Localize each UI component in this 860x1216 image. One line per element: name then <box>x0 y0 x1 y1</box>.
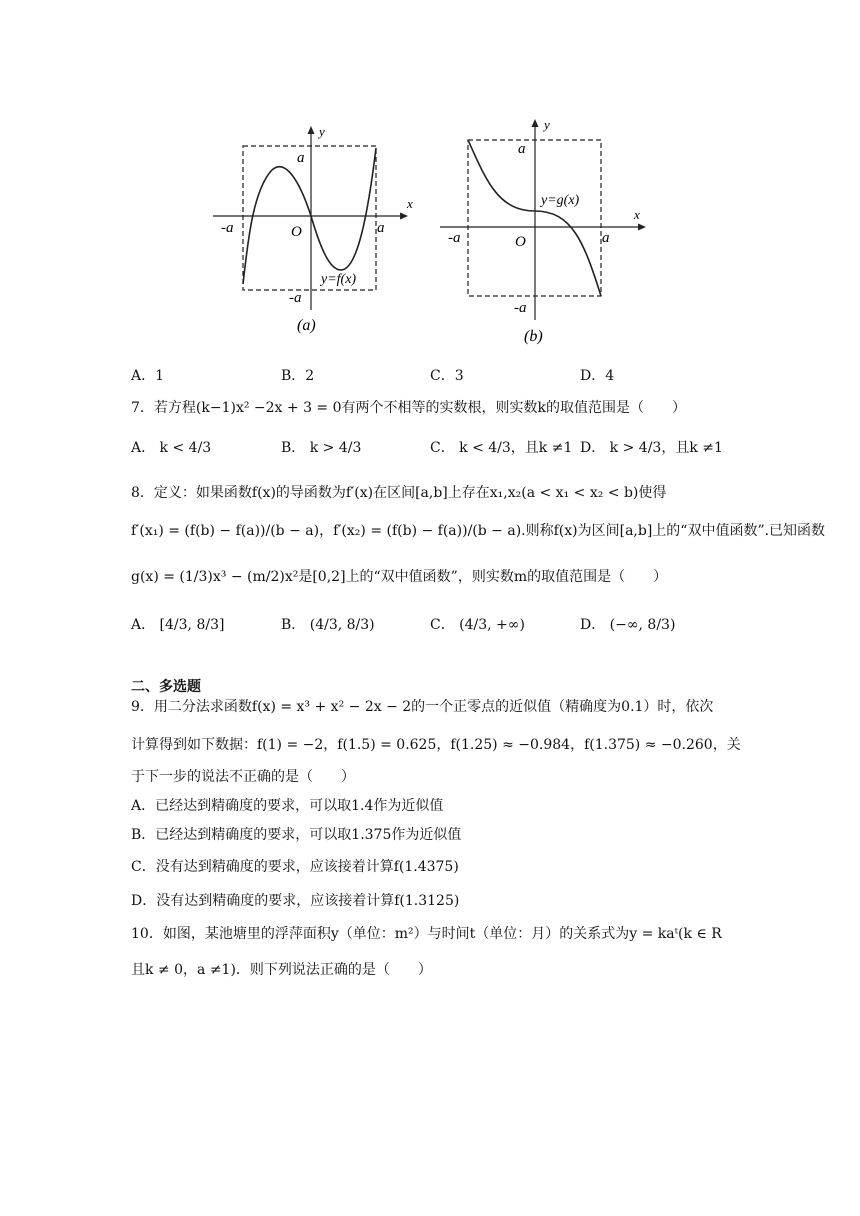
figure-b-x-arrow-icon <box>638 224 646 231</box>
q8-line-3: g(x) = (1/3)x³ − (m/2)x²是[0,2]上的“双中值函数”，则实数m的取值范围是（ ） <box>131 569 668 585</box>
q9-option-d: D．没有达到精确度的要求，应该接着计算f(1.3125) <box>131 893 460 909</box>
figure-a-x-label: x <box>407 196 413 211</box>
q6-option-a: A．1 <box>131 368 165 384</box>
figure-a-caption: (a) <box>297 317 316 334</box>
figure-a-x-arrow-icon <box>400 213 408 220</box>
figure-b-right-label: a <box>602 230 610 246</box>
figure-a <box>205 120 413 340</box>
figure-a-dashed-box <box>243 146 376 290</box>
q9-option-b: B．已经达到精确度的要求，可以取1.375作为近似值 <box>131 827 462 843</box>
q6-option-c: C．3 <box>430 368 464 384</box>
figure-b-top-label: a <box>518 141 526 157</box>
figure-a-y-arrow-icon <box>308 126 315 134</box>
figure-b-y-arrow-icon <box>532 119 539 127</box>
q8-option-b: B． (4/3, 8/3) <box>281 617 375 633</box>
figure-a-right-label: a <box>377 220 385 236</box>
figure-a-y-label: y <box>319 124 325 139</box>
q8-line-2: f′(x₁) = (f(b) − f(a))/(b − a)，f′(x₂) = (f(b) − f(a))/(b − a).则称f(x)为区间[a,b]上的“双中值函数”.已知函数 <box>131 523 826 539</box>
q9-option-a: A．已经达到精确度的要求，可以取1.4作为近似值 <box>131 798 444 814</box>
q7-option-d: D． k > 4/3，且k ≠1 <box>580 440 723 456</box>
figure-b-x-label: x <box>634 207 640 222</box>
q6-option-b: B．2 <box>281 368 315 384</box>
q9-option-c: C．没有达到精确度的要求，应该接着计算f(1.4375) <box>131 859 459 875</box>
section-heading-multi-choice: 二、多选题 <box>131 678 201 694</box>
q8-option-d: D． (−∞, 8/3) <box>580 617 676 633</box>
figure-a-origin-label: O <box>291 224 302 240</box>
figure-a-bottom-label: -a <box>289 290 302 306</box>
figure-b-origin-label: O <box>515 234 526 250</box>
q9-line-2: 计算得到如下数据：f(1) = −2，f(1.5) = 0.625，f(1.25) ≈ −0.984，f(1.375) ≈ −0.260，关 <box>131 737 741 753</box>
q8-option-a: A． [4/3, 8/3] <box>131 617 225 633</box>
q9-line-3: 于下一步的说法不正确的是（ ） <box>131 769 355 785</box>
figure-b-left-label: -a <box>448 230 461 246</box>
figure-a-top-label: a <box>297 150 305 166</box>
q10-line-1: 10．如图，某池塘里的浮萍面积y（单位：m²）与时间t（单位：月）的关系式为y = kaᵗ(k ∈ R <box>131 926 722 942</box>
figure-b-caption: (b) <box>524 328 543 345</box>
q6-option-d: D．4 <box>580 368 615 384</box>
q10-line-2: 且k ≠ 0，a ≠1)．则下列说法正确的是（ ） <box>131 962 432 978</box>
q8-option-c: C． (4/3, +∞) <box>430 617 525 633</box>
q7-option-b: B． k > 4/3 <box>281 440 362 456</box>
figure-a-curve-label: y=f(x) <box>321 272 357 287</box>
q9-line-1: 9．用二分法求函数f(x) = x³ + x² − 2x − 2的一个正零点的近似值（精确度为0.1）时，依次 <box>131 699 714 715</box>
q7-stem: 7．若方程(k−1)x² −2x + 3 = 0有两个不相等的实数根，则实数k的取值范围是（ ） <box>131 400 687 416</box>
q7-option-c: C． k < 4/3，且k ≠1 <box>430 440 573 456</box>
figure-b-curve-label: y=g(x) <box>541 193 580 208</box>
figure-b-bottom-label: -a <box>514 300 527 316</box>
q8-line-1: 8．定义：如果函数f(x)的导函数为f′(x)在区间[a,b]上存在x₁,x₂(a < x₁ < x₂ < b)使得 <box>131 485 667 501</box>
figure-b <box>438 115 648 347</box>
figure-b-y-label: y <box>544 117 550 132</box>
figure-a-left-label: -a <box>221 220 234 236</box>
q7-option-a: A． k < 4/3 <box>131 440 212 456</box>
